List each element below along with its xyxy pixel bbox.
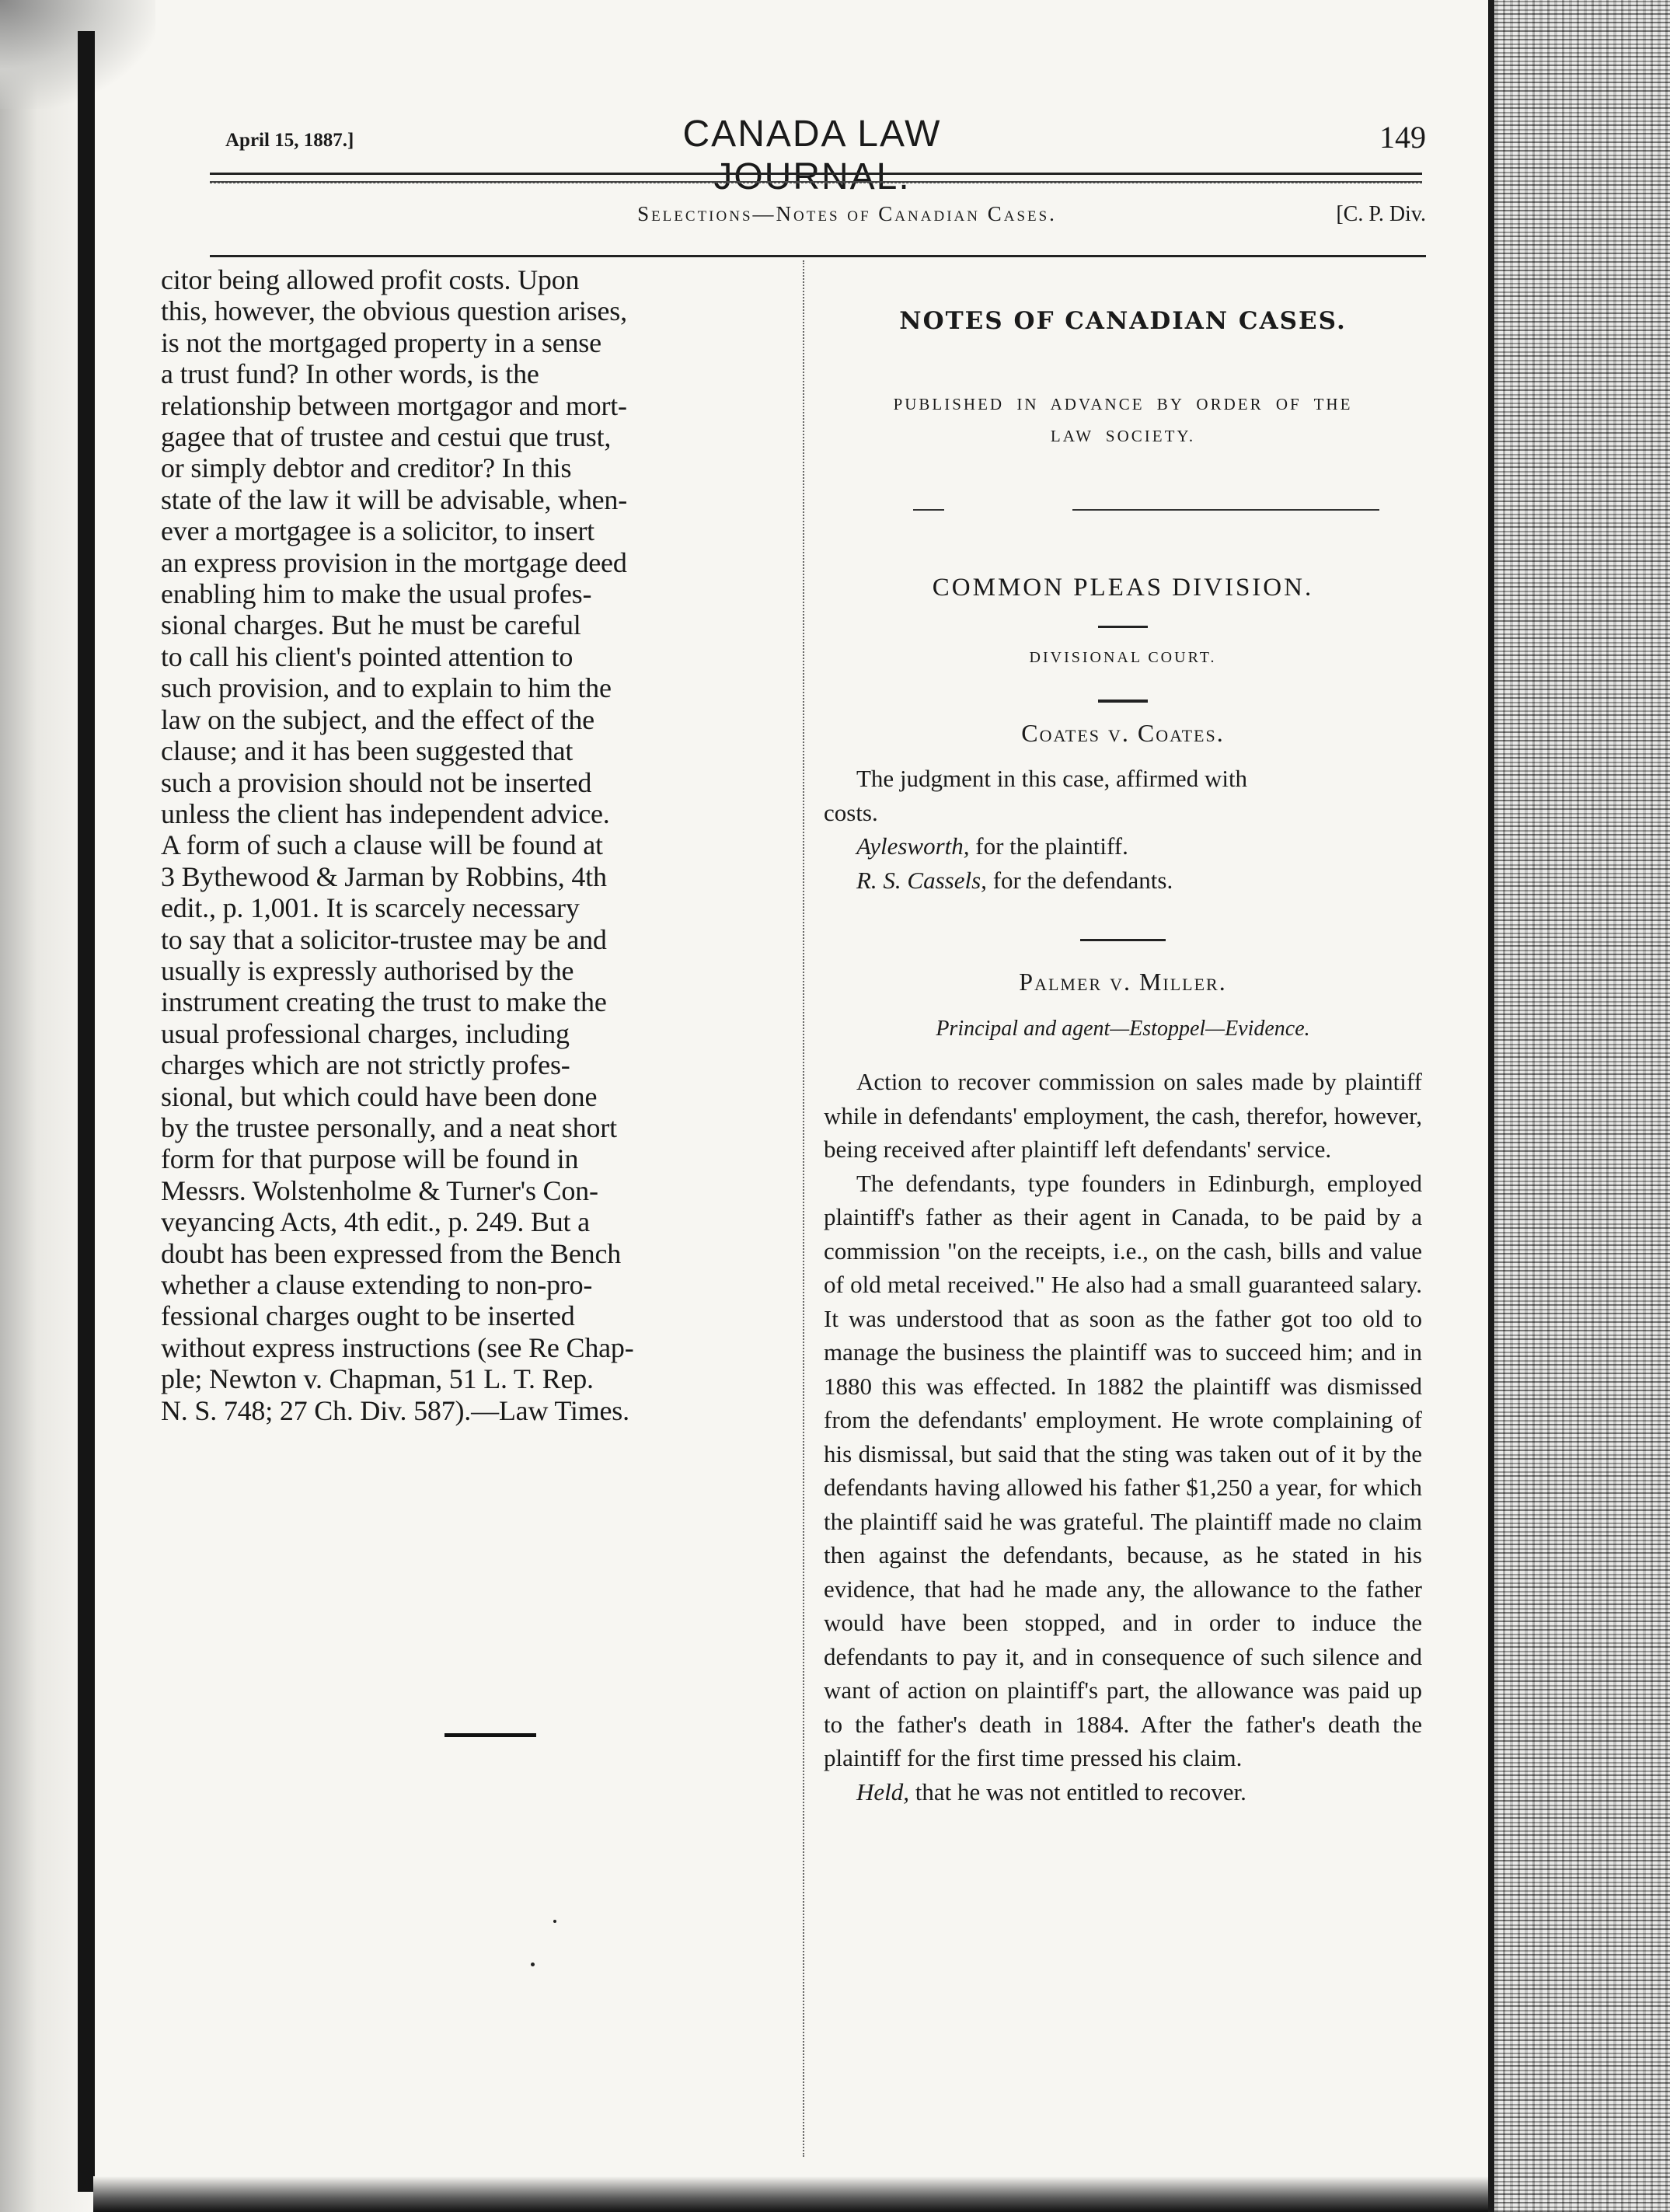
publication-notice-line: PUBLISHED IN ADVANCE BY ORDER OF THE (893, 395, 1353, 413)
text-line: state of the law it will be advisable, when- (161, 483, 628, 515)
separator-rule (913, 509, 944, 511)
page-number: 149 (1379, 120, 1426, 155)
page-spine-rule (78, 31, 95, 2192)
ink-speck (531, 1963, 535, 1966)
text-line: clause; and it has been suggested that (161, 735, 574, 767)
text-line: by the trustee personally, and a neat short (161, 1111, 617, 1143)
text-line: an express provision in the mortgage deed (161, 546, 627, 578)
text-line: relationship between mortgagor and mort- (161, 389, 627, 421)
case-palmer-body (824, 1065, 1422, 1809)
text-line: veyancing Acts, 4th edit., p. 249. But a (161, 1206, 590, 1238)
text-line: Messrs. Wolstenholme & Turner's Con- (161, 1174, 598, 1206)
scan-bottom-edge (93, 2176, 1488, 2212)
section-rule (210, 255, 1426, 257)
counsel-line (824, 829, 1422, 864)
journal-title: CANADA LAW JOURNAL. (682, 113, 942, 197)
paragraph: The defendants, type founders in Edinburgh, employed plaintiff's father as their agent in Canada, to be paid by a commission "on the receipts, i.e., on the cash, bills and value of old metal received." He also had a small guaranteed salary. It was understood that as soon as the father got too old to manage the business the plaintiff was to succeed him; and in 1880 this was effected. In 1882 the plaintiff was dismissed from the defendants' employment. He wrote complaining of his dismissal, but said that the sting was taken out of it by the defendants having allowed his father $1,250 a year, for which the plaintiff said he was grateful. The plaintiff made no claim then against the defendants, because, as he stated in his evidence, that had he made any, the allowance to the father would have been stopped, and in order to induce the defendants to pay it, and in consequence of such silence and want of action on plaintiff's part, the allowance was paid up to the father's death in 1884. After the father's death the plaintiff for the first time pressed his claim. (824, 1169, 1422, 1771)
text-line: 3 Bythewood & Jarman by Robbins, 4th (161, 860, 607, 892)
short-rule (1080, 939, 1166, 941)
held-text: that he was not entitled to recover. (909, 1778, 1246, 1806)
text-line: unless the client has independent advice. (161, 797, 610, 829)
running-head (225, 113, 1426, 197)
text-line: or simply debtor and creditor? In this (161, 452, 572, 484)
catchwords: Principal and agent—Estoppel—Evidence. (936, 1017, 1310, 1041)
text-line: form for that purpose will be found in (161, 1143, 579, 1175)
text-line: such a provision should not be inserted (161, 766, 592, 798)
scan-left-edge (0, 0, 93, 2212)
section-title: Selections—Notes of Canadian Cases. (637, 202, 1057, 225)
text-line: N. S. 748; 27 Ch. Div. 587).—Law Times. (161, 1394, 629, 1426)
publication-notice-line: LAW SOCIETY. (1050, 427, 1196, 445)
text-line: to call his client's pointed attention to (161, 640, 574, 672)
case-coates-body (824, 762, 1422, 897)
publication-notice (824, 389, 1422, 452)
text-line: fessional charges ought to be inserted (161, 1300, 575, 1332)
counsel-role: for the defendants. (986, 866, 1173, 894)
text-line: instrument creating the trust to make the (161, 986, 607, 1018)
case-title-coates: Coates v. Coates. (1021, 719, 1225, 747)
judgment-line: costs. (824, 798, 878, 826)
header-double-rule (210, 173, 1422, 183)
notes-heading: NOTES OF CANADIAN CASES. (899, 307, 1347, 335)
text-line: enabling him to make the usual profes- (161, 578, 592, 610)
column-divider (803, 260, 804, 2157)
held-word: Held, (856, 1778, 910, 1806)
text-line: ple; Newton v. Chapman, 51 L. T. Rep. (161, 1363, 594, 1395)
text-line: edit., p. 1,001. It is scarcely necessary (161, 892, 580, 924)
scan-right-edge (1488, 0, 1670, 2212)
counsel-line (824, 864, 1422, 898)
counsel-role: for the plaintiff. (969, 832, 1128, 860)
text-line: such provision, and to explain to him the (161, 672, 612, 704)
text-line: ever a mortgagee is a solicitor, to insert (161, 515, 594, 547)
text-line: doubt has been expressed from the Bench (161, 1237, 622, 1269)
text-line: usual professional charges, including (161, 1017, 570, 1049)
section-division: [C. P. Div. (1336, 202, 1426, 226)
paragraph: Action to recover commission on sales made by plaintiff while in defendants' employment, the cash, therefor, however, being received after plaintiff left defendants' service. (824, 1068, 1422, 1163)
counsel-name: Aylesworth, (856, 832, 970, 860)
division-heading: COMMON PLEAS DIVISION. (932, 574, 1314, 602)
text-line: usually is expressly authorised by the (161, 954, 574, 986)
article-end-rule (445, 1733, 536, 1737)
text-line: citor being allowed profit costs. Upon (161, 264, 580, 295)
judgment-line: The judgment in this case, affirmed with (856, 765, 1248, 792)
text-line: whether a clause extending to non-pro- (161, 1269, 593, 1300)
text-line: gagee that of trustee and cestui que trust, (161, 421, 612, 453)
left-column (161, 264, 787, 1426)
text-line: to say that a solicitor-trustee may be and (161, 923, 607, 955)
text-line: sional charges. But he must be careful (161, 609, 581, 641)
court-heading: DIVISIONAL COURT. (1029, 649, 1217, 666)
text-line: law on the subject, and the effect of the (161, 703, 594, 735)
text-line: is not the mortgaged property in a sense (161, 326, 601, 358)
text-line: A form of such a clause will be found at (161, 829, 603, 861)
short-rule (1098, 700, 1148, 703)
text-line: sional, but which could have been done (161, 1080, 598, 1112)
ink-speck (553, 1920, 556, 1923)
page-right-rule (1488, 0, 1494, 2212)
text-line: this, however, the obvious question arises, (161, 295, 627, 327)
case-title-palmer: Palmer v. Miller. (1019, 968, 1227, 996)
counsel-name: R. S. Cassels, (856, 866, 987, 894)
text-line: charges which are not strictly profes- (161, 1049, 570, 1081)
short-rule (1098, 626, 1148, 628)
text-line: without express instructions (see Re Chap- (161, 1331, 634, 1363)
text-line: a trust fund? In other words, is the (161, 358, 539, 390)
issue-date: April 15, 1887.] (225, 130, 354, 151)
section-heading (225, 202, 1426, 233)
holding (824, 1775, 1422, 1809)
separator-rule (1072, 509, 1379, 511)
